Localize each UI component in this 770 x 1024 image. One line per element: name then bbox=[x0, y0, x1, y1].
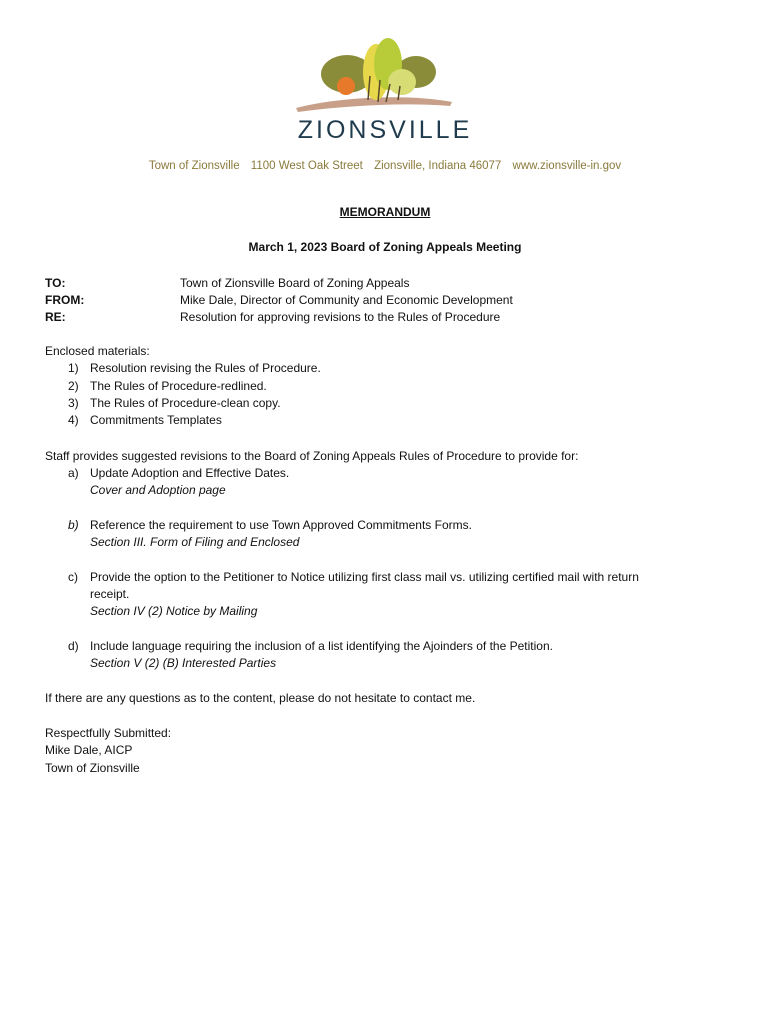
revision-reference: Section V (2) (B) Interested Parties bbox=[90, 656, 277, 670]
revision-marker: d) bbox=[68, 639, 79, 653]
enclosed-item: The Rules of Procedure-redlined. bbox=[90, 379, 267, 393]
re-label: RE: bbox=[45, 310, 66, 324]
revision-reference: Cover and Adoption page bbox=[90, 483, 226, 497]
enclosed-marker: 1) bbox=[68, 361, 79, 375]
revision-item: Update Adoption and Effective Dates. bbox=[90, 466, 290, 480]
zionsville-tree-logo bbox=[282, 36, 472, 118]
memo-title: MEMORANDUM bbox=[339, 205, 431, 219]
meeting-title: March 1, 2023 Board of Zoning Appeals Meeting bbox=[248, 240, 522, 254]
letterhead-address bbox=[0, 160, 770, 172]
revision-item: Include language requiring the inclusion of a list identifying the Ajoinders of the Petition. bbox=[90, 639, 553, 653]
to-row bbox=[45, 276, 409, 290]
address-website[interactable]: www.zionsville-in.gov bbox=[512, 160, 622, 172]
closing-signoff: Respectfully Submitted: bbox=[45, 726, 172, 740]
closing-name: Mike Dale, AICP bbox=[45, 743, 133, 757]
enclosed-item: Resolution revising the Rules of Procedure. bbox=[90, 361, 321, 375]
address-town: Town of Zionsville bbox=[148, 160, 240, 172]
from-label: FROM: bbox=[45, 293, 85, 307]
from-value: Mike Dale, Director of Community and Economic Development bbox=[180, 293, 513, 307]
enclosed-marker: 4) bbox=[68, 413, 79, 427]
revision-item: Reference the requirement to use Town Approved Commitments Forms. bbox=[90, 518, 472, 532]
closing-org: Town of Zionsville bbox=[45, 761, 140, 775]
re-value: Resolution for approving revisions to the Rules of Procedure bbox=[180, 310, 501, 324]
enclosed-item: Commitments Templates bbox=[90, 413, 222, 427]
enclosed-heading: Enclosed materials: bbox=[45, 344, 150, 358]
revision-reference: Section IV (2) Notice by Mailing bbox=[90, 604, 258, 618]
revision-marker: a) bbox=[68, 466, 79, 480]
revision-item-continuation: receipt. bbox=[90, 587, 130, 601]
closing-questions: If there are any questions as to the content, please do not hesitate to contact me. bbox=[45, 691, 476, 705]
tree-orange bbox=[337, 77, 355, 95]
to-label: TO: bbox=[45, 276, 66, 290]
enclosed-marker: 2) bbox=[68, 379, 79, 393]
to-value: Town of Zionsville Board of Zoning Appeals bbox=[180, 276, 410, 290]
revisions-intro: Staff provides suggested revisions to the Board of Zoning Appeals Rules of Procedure to provide for: bbox=[45, 449, 579, 463]
revision-marker: c) bbox=[68, 570, 78, 584]
tree-pale bbox=[388, 69, 416, 95]
address-street: 1100 West Oak Street bbox=[250, 160, 363, 172]
enclosed-marker: 3) bbox=[68, 396, 79, 410]
letterhead-wordmark: ZIONSVILLE bbox=[297, 116, 473, 144]
revision-reference: Section III. Form of Filing and Enclosed bbox=[90, 535, 300, 549]
enclosed-item: The Rules of Procedure-clean copy. bbox=[90, 396, 281, 410]
re-row bbox=[45, 310, 500, 324]
revision-item: Provide the option to the Petitioner to Notice utilizing first class mail vs. utilizing certified mail with return bbox=[90, 570, 639, 584]
from-row bbox=[45, 293, 513, 307]
revision-marker: b) bbox=[68, 518, 79, 532]
address-city: Zionsville, Indiana 46077 bbox=[374, 160, 502, 172]
